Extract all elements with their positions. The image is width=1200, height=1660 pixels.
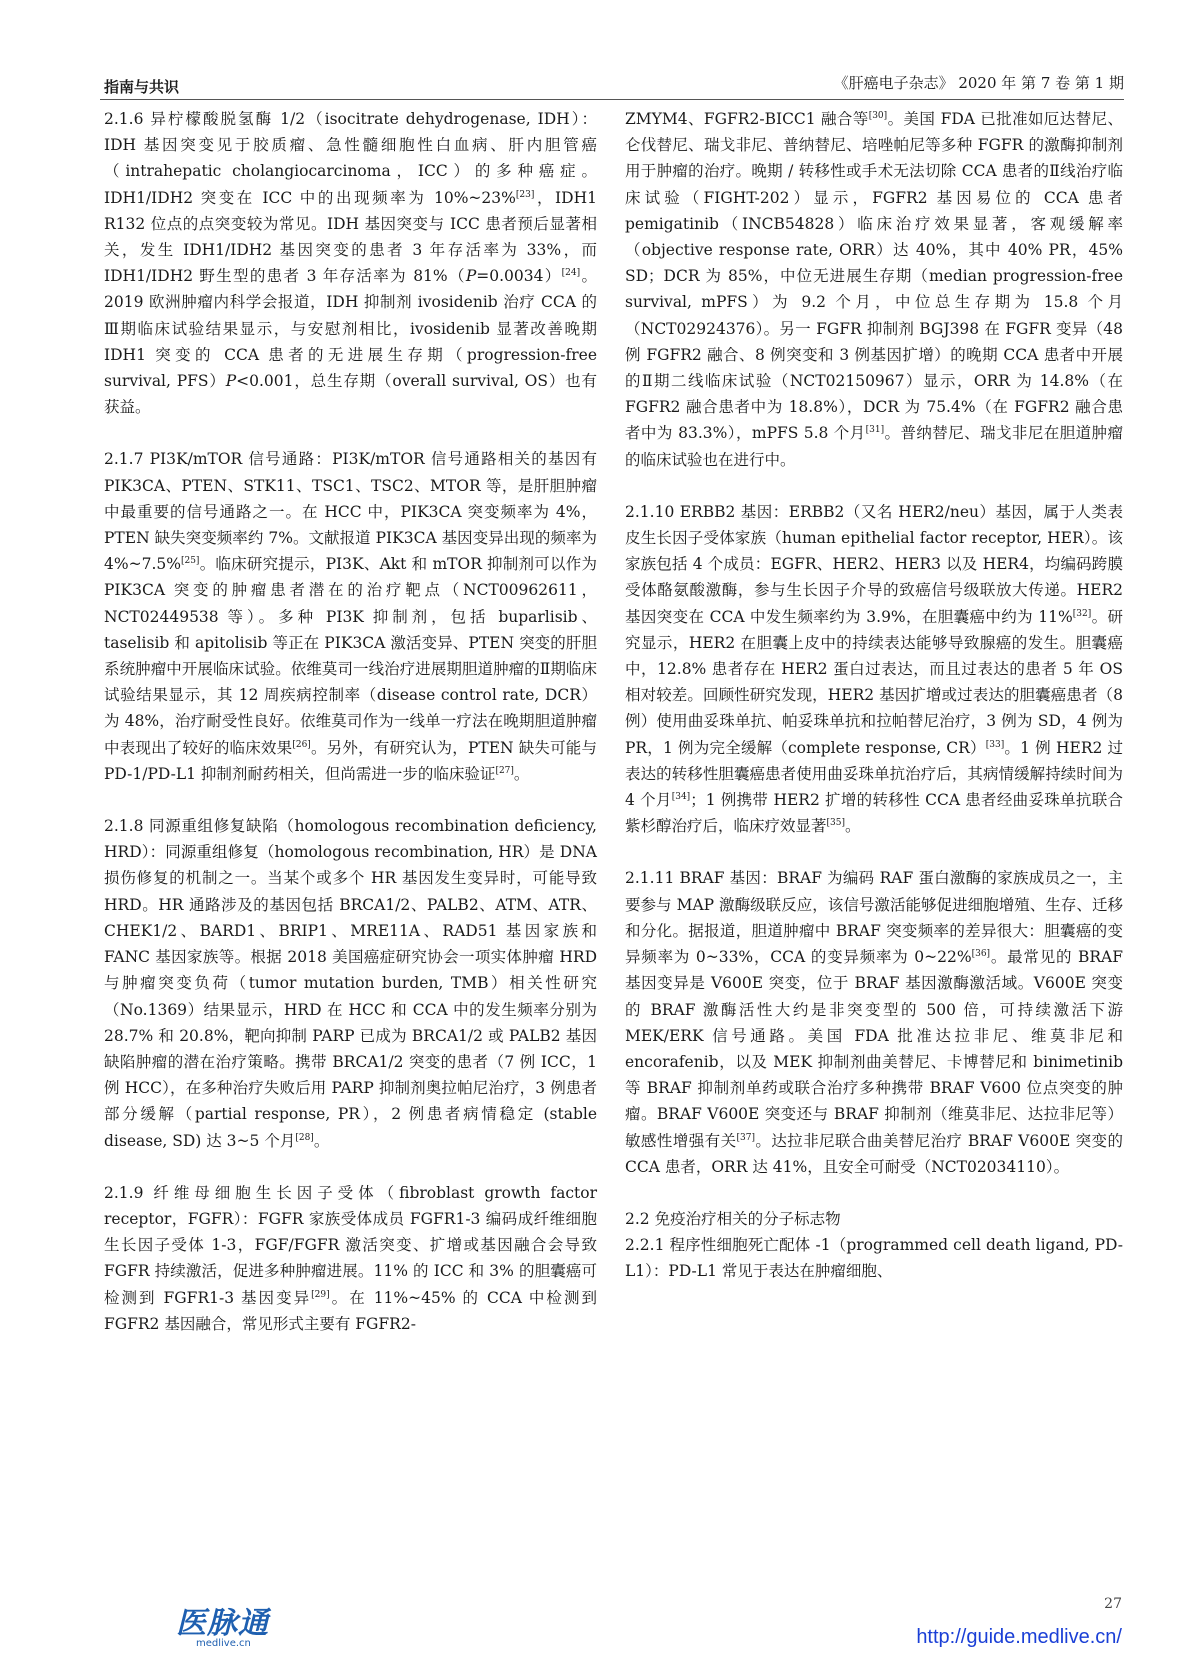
- paragraph-fgfr-start: 2.1.9 纤维母细胞生长因子受体（fibroblast growth factor receptor，FGFR）：FGFR 家族受体成员 FGFR1-3 编码成纤维细胞生长因子受体 1-3，FGF/FGFR 激活突变、扩增或基因融合会导致 FGFR 持续激活，促进多种肿瘤进展。11% 的 ICC 和 3% 的胆囊癌可检测到 FGFR1-3 基因变异[29]。在 11%~45% 的 CCA 中检测到 FGFR2 基因融合，常见形式主要有 FGFR2-: [104, 1183, 597, 1333]
- left-column: [104, 106, 597, 1337]
- citation-31: [31]: [865, 425, 885, 436]
- citation-24: [24]: [561, 268, 581, 279]
- paragraph-idh: 2.1.6 异柠檬酸脱氢酶 1/2（isocitrate dehydrogenase, IDH）：IDH 基因突变见于胶质瘤、急性髓细胞性白血病、肝内胆管癌（intrahepatic cholangiocarcinoma，ICC）的多种癌症。IDH1/IDH2 突变在 ICC 中的出现频率为 10%~23%[23]，IDH1 R132 位点的点突变较为常见。IDH 基因突变与 ICC 患者预后显著相关，发生 IDH1/IDH2 基因突变的患者 3 年存活率为 33%，而 IDH1/IDH2 野生型的患者 3 年存活率为 81%（P=0.0034）[24]。2019 欧洲肿瘤内科学会报道，IDH 抑制剂 ivosidenib 治疗 CCA 的Ⅲ期临床试验结果显示，与安慰剂相比，ivosidenib 显著改善晚期 IDH1 突变的 CCA 患者的无进展生存期（progression-free survival, PFS）P<0.001，总生存期（overall survival, OS）也有获益。: [104, 110, 597, 417]
- citation-32: [32]: [1072, 608, 1092, 619]
- running-header-section: 指南与共识: [104, 78, 180, 96]
- footer-url-link[interactable]: http://guide.medlive.cn/: [916, 1626, 1122, 1648]
- paragraph-pdl1: 2.2.1 程序性细胞死亡配体 -1（programmed cell death ligand, PD-L1）：PD-L1 常见于表达在肿瘤细胞、: [625, 1236, 1123, 1281]
- medlive-logo: [176, 1598, 269, 1649]
- section-heading-immunotherapy: 2.2 免疫治疗相关的分子标志物: [625, 1209, 841, 1228]
- running-header-journal: 《肝癌电子杂志》 2020 年 第 7 卷 第 1 期: [833, 74, 1124, 92]
- citation-35: [35]: [826, 818, 845, 829]
- citation-26: [26]: [292, 739, 311, 750]
- paragraph-fgfr-cont: ZMYM4、FGFR2-BICC1 融合等[30]。美国 FDA 已批准如厄达替尼、仑伐替尼、瑞戈非尼、普纳替尼、培唑帕尼等多种 FGFR 的激酶抑制剂用于肿瘤的治疗。晚期 / 转移性或手术无法切除 CCA 患者的Ⅱ线治疗临床试验（FIGHT-202）显示，FGFR2 基因易位的 CCA 患者 pemigatinib（INCB54828）临床治疗效果显著，客观缓解率（objective response rate, ORR）达 40%，其中 40% PR，45% SD；DCR 为 85%，中位无进展生存期（median progression-free survival, mPFS）为 9.2 个月，中位总生存期为 15.8 个月（NCT02924376）。另一 FGFR 抑制剂 BGJ398 在 FGFR 变异（48 例 FGFR2 融合、8 例突变和 3 例基因扩增）的晚期 CCA 患者中开展的Ⅱ期二线临床试验（NCT02150967）显示，ORR 为 14.8%（在 FGFR2 融合患者中为 18.8%），DCR 为 75.4%（在 FGFR2 融合患者中为 83.3%），mPFS 5.8 个月[31]。普纳替尼、瑞戈非尼在胆道肿瘤的临床试验也在进行中。: [625, 110, 1123, 469]
- citation-23: [23]: [515, 189, 535, 200]
- citation-27: [27]: [495, 765, 514, 776]
- logo-domain: medlive.cn: [196, 1638, 251, 1649]
- paragraph-erbb2: 2.1.10 ERBB2 基因：ERBB2（又名 HER2/neu）基因，属于人类表皮生长因子受体家族（human epithelial factor receptor, HER）。该家族包括 4 个成员：EGFR、HER2、HER3 以及 HER4，均编码跨膜受体酪氨酸激酶，参与生长因子介导的致癌信号级联放大传递。HER2 基因突变在 CCA 中发生频率约为 3.9%，在胆囊癌中约为 11%[32]。研究显示，HER2 在胆囊上皮中的持续表达能够导致腺癌的发生。胆囊癌中，12.8% 患者存在 HER2 蛋白过表达，而且过表达的患者 5 年 OS 相对较差。回顾性研究发现，HER2 基因扩增或过表达的胆囊癌患者（8 例）使用曲妥珠单抗、帕妥珠单抗和拉帕替尼治疗，3 例为 SD，4 例为 PR，1 例为完全缓解（complete response, CR）[33]。1 例 HER2 过表达的转移性胆囊癌患者使用曲妥珠单抗治疗后，其病情缓解持续时间为 4 个月[34]；1 例携带 HER2 扩增的转移性 CCA 患者经曲妥珠单抗联合紫杉醇治疗后，临床疗效显著[35]。: [625, 502, 1123, 836]
- page-number: 27: [1104, 1596, 1122, 1612]
- citation-25: [25]: [180, 556, 200, 567]
- citation-36: [36]: [971, 948, 991, 959]
- citation-37: [37]: [736, 1132, 755, 1143]
- citation-33: [33]: [985, 739, 1005, 750]
- logo-wordmark: 医脉通: [176, 1606, 269, 1641]
- right-column: [625, 106, 1123, 1285]
- header-divider: [100, 99, 1124, 100]
- paragraph-braf: 2.1.11 BRAF 基因：BRAF 为编码 RAF 蛋白激酶的家族成员之一，主要参与 MAP 激酶级联反应，该信号激活能够促进细胞增殖、生存、迁移和分化。据报道，胆道肿瘤中 BRAF 突变频率的差异很大：胆囊癌的变异频率为 0~33%，CCA 的变异频率为 0~22%[36]。最常见的 BRAF 基因变异是 V600E 突变，位于 BRAF 基因激酶激活域。V600E 突变的 BRAF 激酶活性大约是非突变型的 500 倍，可持续激活下游 MEK/ERK 信号通路。美国 FDA 批准达拉非尼、维莫非尼和 encorafenib，以及 MEK 抑制剂曲美替尼、卡博替尼和 binimetinib 等 BRAF 抑制剂单药或联合治疗多种携带 BRAF V600 位点突变的肿瘤。BRAF V600E 突变还与 BRAF 抑制剂（维莫非尼、达拉非尼等）敏感性增强有关[37]。达拉非尼联合曲美替尼治疗 BRAF V600E 突变的 CCA 患者，ORR 达 41%，且安全可耐受（NCT02034110）。: [625, 869, 1123, 1176]
- paragraph-pi3k: 2.1.7 PI3K/mTOR 信号通路：PI3K/mTOR 信号通路相关的基因有 PIK3CA、PTEN、STK11、TSC1、TSC2、MTOR 等，是肝胆肿瘤中最重要的信号通路之一。在 HCC 中，PIK3CA 突变频率为 4%，PTEN 缺失突变频率约 7%。文献报道 PIK3CA 基因变异出现的频率为 4%~7.5%[25]。临床研究提示，PI3K、Akt 和 mTOR 抑制剂可以作为 PIK3CA 突变的肿瘤患者潜在的治疗靶点（NCT00962611，NCT02449538 等）。多种 PI3K 抑制剂，包括 buparlisib、taselisib 和 apitolisib 等正在 PIK3CA 激活变异、PTEN 突变的肝胆系统肿瘤中开展临床试验。依维莫司一线治疗进展期胆道肿瘤的Ⅱ期临床试验结果显示，其 12 周疾病控制率（disease control rate, DCR）为 48%，治疗耐受性良好。依维莫司作为一线单一疗法在晚期胆道肿瘤中表现出了较好的临床效果[26]。另外，有研究认为，PTEN 缺失可能与 PD-1/PD-L1 抑制剂耐药相关，但尚需进一步的临床验证[27]。: [104, 450, 597, 783]
- paragraph-hrd: 2.1.8 同源重组修复缺陷（homologous recombination deficiency, HRD）：同源重组修复（homologous recombination, HR）是 DNA 损伤修复的机制之一。当某个或多个 HR 基因发生变异时，可能导致 HRD。HR 通路涉及的基因包括 BRCA1/2、PALB2、ATM、ATR、CHEK1/2、BARD1、BRIP1、MRE11A、RAD51 基因家族和 FANC 基因家族等。根据 2018 美国癌症研究协会一项实体肿瘤 HRD 与肿瘤突变负荷（tumor mutation burden, TMB）相关性研究（No.1369）结果显示，HRD 在 HCC 和 CCA 中的发生频率分别为 28.7% 和 20.8%，靶向抑制 PARP 已成为 BRCA1/2 或 PALB2 基因缺陷肿瘤的潜在治疗策略。携带 BRCA1/2 突变的患者（7 例 ICC，1 例 HCC），在多种治疗失败后用 PARP 抑制剂奥拉帕尼治疗，3 例患者部分缓解（partial response, PR），2 例患者病情稳定 (stable disease, SD) 达 3~5 个月[28]。: [104, 817, 597, 1150]
- citation-28: [28]: [295, 1132, 314, 1143]
- citation-34: [34]: [671, 791, 691, 802]
- citation-29: [29]: [311, 1289, 330, 1300]
- citation-30: [30]: [868, 110, 888, 121]
